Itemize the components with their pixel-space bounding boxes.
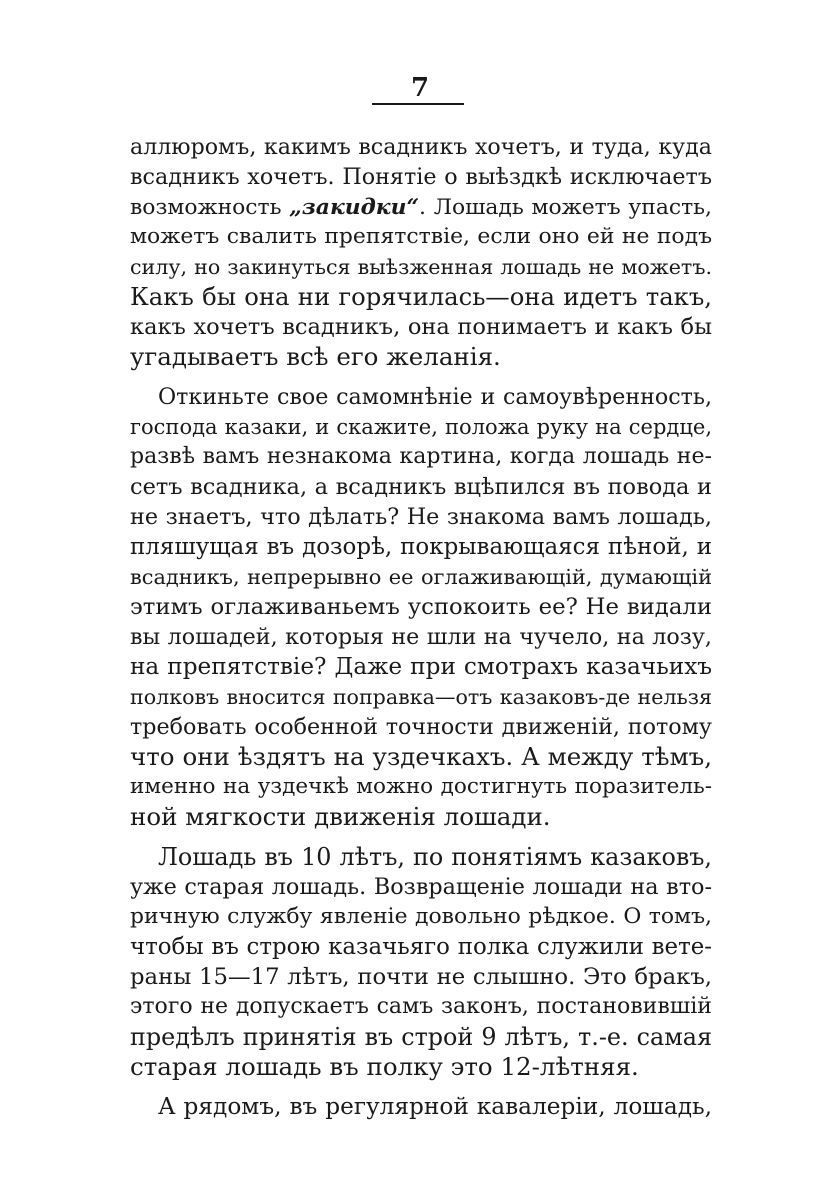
page-number-rule [372, 103, 464, 105]
text-fragment: . Лошадь можетъ упасть, [419, 195, 713, 220]
text-line: именно на уздечкѣ можно достигнуть поразитель- [130, 774, 712, 799]
text-fragment: возможность [130, 195, 290, 220]
text-line: вы лошадей, которыя не шли на чучело, на лозу, [130, 624, 712, 650]
text-line: пляшущая въ дозорѣ, покрывающаяся пѣной, и [130, 534, 712, 560]
italic-term: „закидки“ [289, 194, 420, 220]
text-line: силу, но закинуться выѣзженная лошадь не можетъ. [130, 255, 712, 279]
text-line: предѣлъ принятія въ строй 9 лѣтъ, т.-е. самая [130, 1023, 712, 1051]
text-line: не знаетъ, что дѣлать? Не знакома вамъ лошадь, [130, 504, 712, 530]
text-line: чтобы въ строю казачьяго полка служили вете- [130, 934, 712, 960]
text-line: этимъ оглаживаньемъ успокоить ее? Не видали [130, 594, 712, 620]
text-line: ричную службу явленіе довольно рѣдкое. О томъ, [130, 904, 712, 929]
text-line: этого не допускаетъ самъ законъ, постановившій [130, 994, 712, 1019]
paragraph-gap [130, 372, 712, 382]
text-line: старая лошадь въ полку это 12-лѣтняя. [130, 1052, 639, 1081]
text-line: Откиньте свое самомнѣніе и самоувѣренность, [158, 384, 712, 410]
text-line: что они ѣздятъ на уздечкахъ. А между тѣмъ, [130, 742, 712, 771]
text-line: раны 15—17 лѣтъ, почти не слышно. Это бракъ, [130, 964, 712, 990]
text-line: сетъ всадника, а всадникъ вцѣпился въ повода и [130, 474, 712, 500]
text-line: всадникъ хочетъ. Понятіе о выѣздкѣ исключаетъ [130, 164, 712, 190]
text-line: можетъ свалить препятствіе, если оно ей не подъ [130, 224, 712, 249]
text-line: угадываетъ всѣ его желанія. [130, 342, 501, 371]
text-line: полковъ вносится поправка—отъ казаковъ-де нельзя [130, 685, 712, 709]
text-line: А рядомъ, въ регулярной кавалеріи, лошадь, [158, 1093, 712, 1120]
text-line: уже старая лошадь. Возвращеніе лошади на вто- [130, 874, 712, 900]
paragraph-gap [130, 832, 712, 842]
text-line: ной мягкости движенія лошади. [130, 802, 551, 831]
text-line: развѣ вамъ незнакома картина, когда лошадь не- [130, 444, 712, 469]
text-line: какъ хочетъ всадникъ, она понимаетъ и какъ бы [130, 314, 712, 340]
paragraph-gap [130, 1082, 712, 1092]
body-text [130, 132, 712, 1122]
text-line: господа казаки, и скажите, положа руку на сердце, [130, 414, 712, 439]
text-line: Лошадь въ 10 лѣтъ, по понятіямъ казаковъ, [158, 843, 712, 871]
text-line [130, 192, 712, 222]
text-line: Какъ бы она ни горячилась—она идетъ такъ, [130, 282, 712, 311]
page-number: 7 [410, 73, 430, 103]
text-line: на препятствіе? Даже при смотрахъ казачьихъ [130, 653, 712, 680]
text-line: всадникъ, непрерывно ее оглаживающій, думающій [130, 565, 712, 589]
text-line: требовать особенной точности движеній, потому [130, 714, 712, 740]
text-line: аллюромъ, какимъ всадникъ хочетъ, и туда, куда [130, 134, 712, 160]
